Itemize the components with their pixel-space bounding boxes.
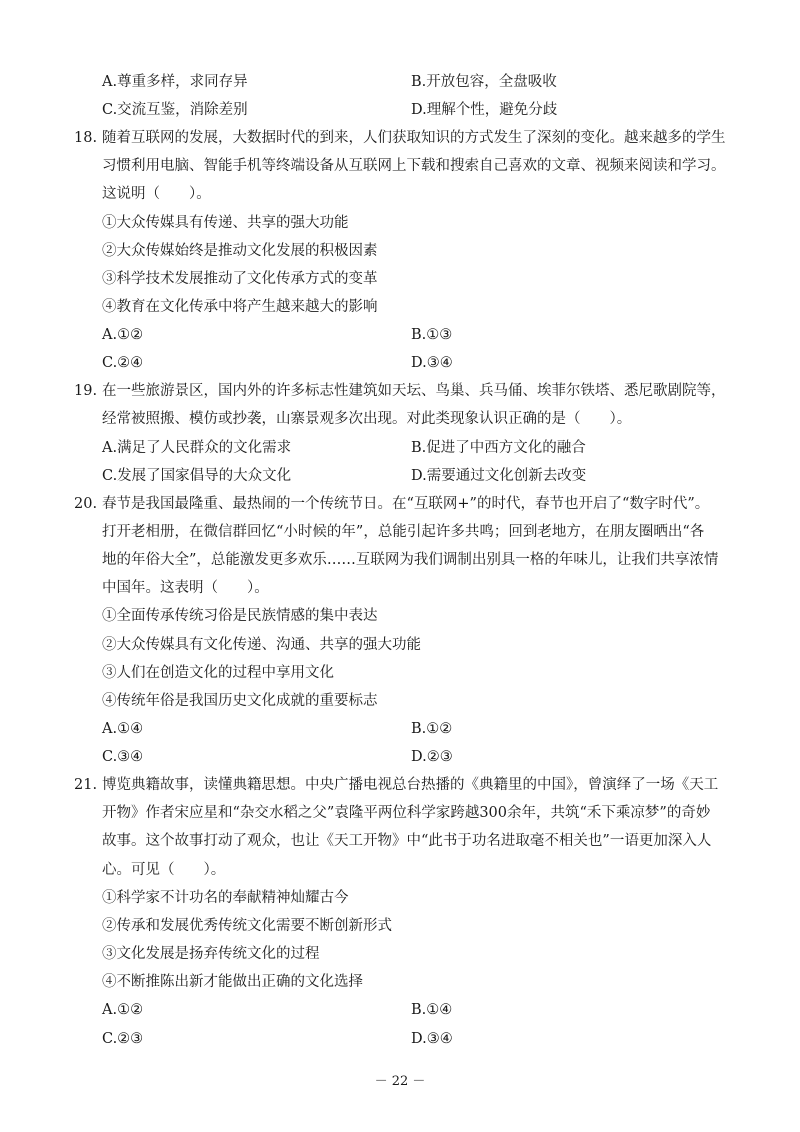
question-stem-line: 在一些旅游景区，国内外的许多标志性建筑如天坛、鸟巢、兵马俑、埃菲尔铁塔、悉尼歌剧院等， xyxy=(102,383,726,399)
question-stem-line: 这说明（ ）。 xyxy=(102,186,211,202)
question-stem-line: 博览典籍故事，读懂典籍思想。中央广播电视总台热播的《典籍里的中国》，曾演绎了一场《天工 xyxy=(102,777,719,793)
question-stem-line: 中国年。这表明（ ）。 xyxy=(102,580,269,596)
statement-2: ②传承和发展优秀传统文化需要不断创新形式 xyxy=(102,918,392,934)
question-stem-line: 开物》作者宋应星和“杂交水稻之父”袁隆平两位科学家跨越300余年，共筑“禾下乘凉梦”的奇妙 xyxy=(102,805,711,821)
statement-3: ③文化发展是扬弃传统文化的过程 xyxy=(102,946,320,962)
question-stem-line: 习惯利用电脑、智能手机等终端设备从互联网上下载和搜索自己喜欢的文章、视频来阅读和学习。 xyxy=(102,158,726,174)
option-d: D.③④ xyxy=(411,355,453,371)
statement-2: ②大众传媒具有文化传递、沟通、共享的强大功能 xyxy=(102,637,421,653)
question-number: 19. xyxy=(74,383,98,399)
question-stem-line: 春节是我国最隆重、最热闹的一个传统节日。在“互联网+”的时代，春节也开启了“数字时代”。 xyxy=(102,496,710,512)
option-c: C.发展了国家倡导的大众文化 xyxy=(102,468,292,484)
question-stem-line: 随着互联网的发展，大数据时代的到来，人们获取知识的方式发生了深刻的变化。越来越多的学生 xyxy=(102,130,726,146)
option-a: A.①② xyxy=(102,1002,144,1018)
statement-3: ③科学技术发展推动了文化传承方式的变革 xyxy=(102,271,378,287)
statement-1: ①大众传媒具有传递、共享的强大功能 xyxy=(102,215,349,231)
option-b: B.①④ xyxy=(411,1002,453,1018)
option-a: A.满足了人民群众的文化需求 xyxy=(102,440,292,456)
option-b: B.①③ xyxy=(411,327,453,343)
option-b: B.促进了中西方文化的融合 xyxy=(411,440,586,456)
statement-1: ①科学家不计功名的奉献精神灿耀古今 xyxy=(102,890,349,906)
option-b: B.①② xyxy=(411,721,453,737)
question-stem-line: 经常被照搬、模仿或抄袭，山寨景观多次出现。对此类现象认识正确的是（ ）。 xyxy=(102,411,632,427)
option-b: B.开放包容，全盘吸收 xyxy=(411,74,557,90)
question-stem-line: 故事。这个故事打动了观众，也让《天工开物》中“此书于功名进取毫不相关也”一语更加深入人 xyxy=(102,833,712,849)
question-number: 21. xyxy=(74,777,98,793)
option-c: C.③④ xyxy=(102,749,144,765)
question-number: 20. xyxy=(74,496,98,512)
option-c: C.②④ xyxy=(102,355,144,371)
statement-4: ④传统年俗是我国历史文化成就的重要标志 xyxy=(102,693,378,709)
statement-3: ③人们在创造文化的过程中享用文化 xyxy=(102,665,334,681)
question-stem-line: 地的年俗大全”，总能激发更多欢乐……互联网为我们调制出别具一格的年味儿，让我们共享浓情 xyxy=(102,552,719,568)
option-d: D.③④ xyxy=(411,1031,453,1047)
statement-4: ④教育在文化传承中将产生越来越大的影响 xyxy=(102,299,378,315)
option-d: D.需要通过文化创新去改变 xyxy=(411,468,587,484)
option-d: D.理解个性，避免分歧 xyxy=(411,102,558,118)
option-c: C.交流互鉴，消除差别 xyxy=(102,102,248,118)
statement-2: ②大众传媒始终是推动文化发展的积极因素 xyxy=(102,243,378,259)
page-number: － 22 － xyxy=(374,1074,426,1089)
question-stem-line: 打开老相册，在微信群回忆“小时候的年”，总能引起许多共鸣；回到老地方，在朋友圈晒出“各 xyxy=(102,524,705,540)
statement-1: ①全面传承传统习俗是民族情感的集中表达 xyxy=(102,608,378,624)
question-number: 18. xyxy=(74,130,98,146)
statement-4: ④不断推陈出新才能做出正确的文化选择 xyxy=(102,974,363,990)
option-a: A.尊重多样，求同存异 xyxy=(102,74,248,90)
option-a: A.①② xyxy=(102,327,144,343)
option-c: C.②③ xyxy=(102,1031,144,1047)
question-stem-line: 心。可见（ ）。 xyxy=(102,862,226,878)
option-a: A.①④ xyxy=(102,721,144,737)
option-d: D.②③ xyxy=(411,749,453,765)
